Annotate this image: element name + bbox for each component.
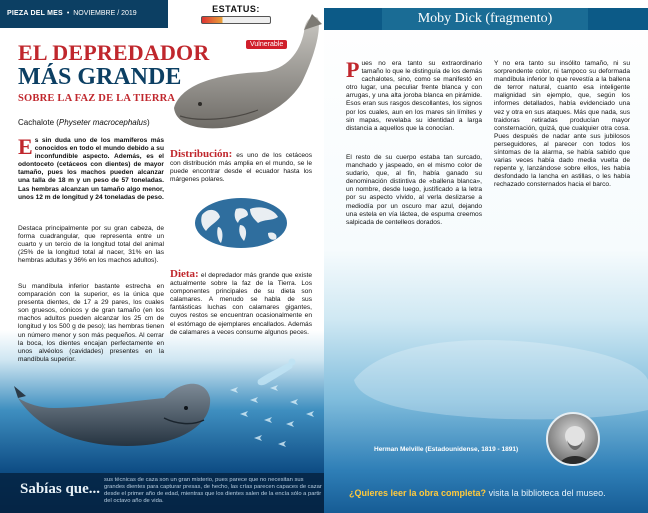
cta-question: ¿Quieres leer la obra completa? [349,488,487,498]
drop-cap: E [18,134,33,159]
white-whale-silhouette [324,300,648,440]
sperm-whale-illustration-top [162,12,324,137]
species-name [18,118,150,127]
status-badge: Vulnerable [246,40,287,49]
lead-text: s sin duda uno de los mamíferos más conocidos en todo el mundo debido a su inconfundible aspecto. Además, es el odontoceto (cetáceos con dientes) de mayor tamaño, pues los machos pueden alcanzar una talla de 18 m y un peso de 57 toneladas. Las hembras alcanzan un tamaño algo menor, unos 12 m de longitud y 24 toneladas de peso. [18,137,164,201]
excerpt-drop-cap: P [346,57,360,82]
sperm-whale-illustration-bottom [14,358,214,458]
headline-line1: EL DEPREDADOR [18,40,210,65]
diet-title: Dieta: [170,268,199,280]
distribution-text: es uno de los cetáceos con distribución más amplia en el mundo, se le puede encontrar desde el ecuador hasta los márgenes polares. [170,152,312,184]
author-portrait [546,412,600,466]
did-you-know-box [0,473,324,513]
fish-school-illustration [220,380,324,460]
issue-date: NOVIEMBRE / 2019 [73,10,137,17]
excerpt-paragraph-1 [346,57,482,133]
cta-answer: visita la biblioteca del museo. [486,488,606,498]
species-common: Cachalote ( [18,118,59,127]
did-you-know-title: Sabías que... [20,481,101,497]
section-label: PIEZA DEL MES [7,10,63,17]
diet-text: el depredador más grande que existe actualmente sobre la faz de la Tierra. Los componentes principales de su dieta son calamares. A menudo se habla de sus fantásticas luchas con calamares gigantes, cuyos restos se encuentran ocasionalmente en el estómago de ejemplares encallados. Además de calamares a veces consume algunos peces. [170,272,312,336]
distribution-section [170,150,312,184]
excerpt-title: Moby Dick (fragmento) [382,8,588,30]
species-scientific: Physeter macrocephalus [58,118,147,127]
excerpt-paragraph-2: El resto de su cuerpo estaba tan surcado, manchado y jaspeado, en el mismo color de sudario, que, al fin, había ganado su denominación distintiva de «ballena blanca», un nombre, desde luego, justificado a la letra por su aspecto vívido, al verla deslizarse a mediodía por un oscuro mar azul, dejando una estela en vía láctea, de espuma creemos salpicada de centelleos dorados. [346,154,482,226]
body-paragraph-2: Destaca principalmente por su gran cabeza, de forma cuadrangular, que representa entre un cuarto y un tercio de la longitud total del animal (25% de la longitud total al nacer, 31% en las hembras adultas y 36% en los machos adultos). [18,225,164,265]
species-close: ) [146,118,150,127]
excerpt-paragraph-3: Y no era tanto su insólito tamaño, ni su sorprendente color, ni tampoco su deformada mandíbula inferior lo que revestía a la ballena de terror natural, cuanto esa inteligente malignidad sin ejemplo, que, según los informes detallados, había evidenciado una vez y otra en sus ataques. Más que nada, sus traidoras retiradas producían mayor consternación, quizá, que cualquier otra cosa. Pues después de nadar ante sus jubilosos perseguidores, al parecer con todos los síntomas de la alarma, se había sabido que varias veces había dado media vuelta de repente y, lanzándose sobre ellos, les había desfondado la lancha en astillas, o les había rechazado consternados hacia el barco. [494,60,630,189]
distribution-title: Distribución: [170,148,233,160]
section-header-bar [0,0,168,28]
header-bullet: • [66,10,70,17]
world-distribution-map [194,197,288,249]
excerpt-title-bar [324,8,648,30]
did-you-know-text: sus técnicas de caza son un gran misterio, pues parece que no necesitan sus grandes dientes para capturar presas, de hecho, las crías parecen capaces de cazar desde el primer año de edad, mientras que los dientes salen de la encía sólo a partir del octavo año de vida. [104,477,322,504]
lead-paragraph [18,134,164,202]
excerpt-paragraph-1-text: ues no era tanto su extraordinario tamaño lo que le distinguía de los demás cachalotes, sino, como se manifestó en otro lugar, una peculiar frente blanca y con arrugas, y una alta joroba blanca en pirámide. Esos eran sus rasgos descollantes, los signos por los cuales, aun en los mares sin límites y sin mapas, revelaba su identidad a larga distancia a aquellos que la conocían. [346,60,482,132]
status-title: ESTATUS: [212,4,260,14]
read-more-cta [349,488,606,498]
conservation-status [196,4,284,48]
headline-line3: SOBRE LA FAZ DE LA TIERRA [18,93,176,104]
author-credit: Herman Melville (Estadounidense, 1819 - 1891) [374,446,519,453]
diet-section [170,270,312,337]
status-meter [201,16,271,24]
body-paragraph-3: Su mandíbula inferior bastante estrecha en comparación con la superior, es la única que presenta dientes, de 17 a 29 pares, los cuales son gruesos, cónicos y de gran tamaño (en los machos adultos pueden alcanzar los 25 cm de longitud y los 500 g de peso); las hembras tienen un número menor y son más pequeños. Al cerrar la boca, los dientes encajan perfectamente en unos alvéolos (cavidades) presentes en la mandíbula superior. [18,283,164,363]
headline-line2: MÁS GRANDE [18,64,182,90]
